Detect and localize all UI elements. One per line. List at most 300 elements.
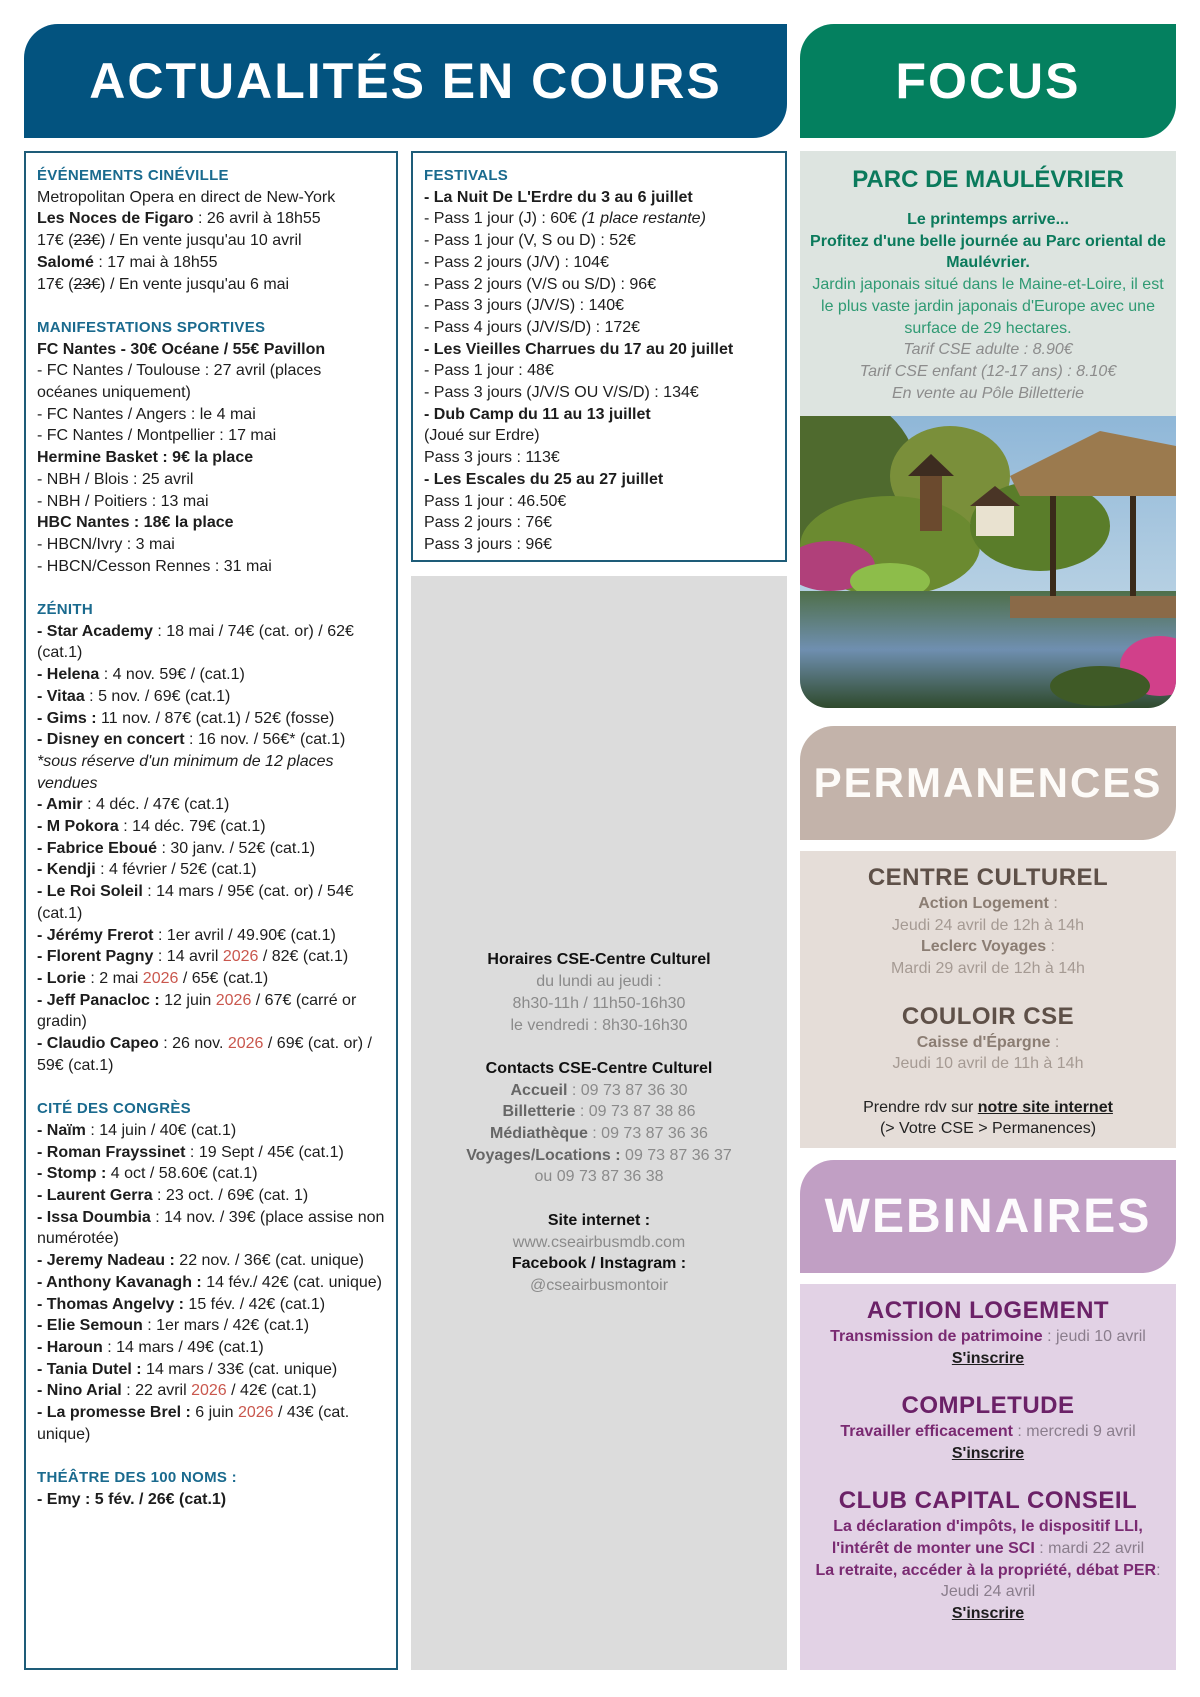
text-segment: : 16 nov. / 56€* (cat.1) bbox=[184, 731, 346, 749]
text-segment: - Stomp : bbox=[37, 1165, 107, 1183]
text-segment: : 26 nov. bbox=[158, 1035, 228, 1053]
text-segment: - Anthony Kavanagh : bbox=[37, 1273, 202, 1291]
text-line bbox=[37, 1272, 386, 1294]
text-segment: Metropolitan Opera en direct de New-York bbox=[37, 188, 336, 206]
text-segment: : 14 mars / 49€ (cat.1) bbox=[102, 1338, 264, 1356]
text-segment: Jeudi 10 avril de 11h à 14h bbox=[892, 1055, 1084, 1073]
park-photo bbox=[800, 416, 1176, 708]
text-block bbox=[800, 1097, 1176, 1140]
text-segment: - Jérémy Frerot bbox=[37, 926, 154, 944]
text-segment: Pass 3 jours : 96€ bbox=[424, 535, 553, 553]
text-line bbox=[424, 230, 775, 252]
text-line bbox=[466, 1080, 732, 1102]
text-segment: : 19 Sept / 45€ (cat.1) bbox=[185, 1143, 344, 1161]
text-segment: - Disney en concert bbox=[37, 731, 185, 749]
text-line bbox=[37, 1033, 386, 1076]
text-block bbox=[37, 339, 386, 578]
text-segment: 23€ bbox=[73, 232, 101, 250]
link[interactable]: S'inscrire bbox=[951, 1605, 1025, 1622]
text-segment: Pass 1 jour : 46.50€ bbox=[424, 492, 567, 510]
text-line bbox=[37, 1207, 386, 1250]
text-line bbox=[466, 971, 732, 993]
section-theatre bbox=[37, 1467, 386, 1510]
text-segment: - Laurent Gerra bbox=[37, 1187, 153, 1204]
text-line bbox=[37, 1315, 386, 1337]
text-segment: - Gims : bbox=[37, 709, 97, 727]
text-segment: (Joué sur Erdre) bbox=[424, 427, 540, 445]
text-line bbox=[806, 1603, 1170, 1625]
events-column bbox=[24, 151, 398, 1670]
text-segment: - HBCN/Cesson Rennes : 31 mai bbox=[37, 557, 272, 575]
text-line bbox=[37, 664, 386, 686]
text-segment: : 09 73 87 36 36 bbox=[587, 1125, 708, 1142]
text-segment: En vente au Pôle Billetterie bbox=[891, 384, 1085, 402]
text-line bbox=[37, 187, 386, 209]
text-segment: / 43€ (cat. unique) bbox=[37, 1404, 350, 1443]
text-segment: : 4 déc. / 47€ (cat.1) bbox=[82, 796, 230, 814]
text-block bbox=[800, 1032, 1176, 1075]
text-segment: 09 73 87 36 37 bbox=[620, 1146, 732, 1164]
text-line bbox=[466, 1232, 732, 1254]
text-segment: (> Votre CSE > Permanences) bbox=[879, 1120, 1097, 1138]
text-line bbox=[37, 816, 386, 838]
text-segment: 23€ bbox=[73, 275, 101, 293]
text-segment: - Le Roi Soleil bbox=[37, 883, 143, 901]
text-line bbox=[808, 339, 1168, 361]
text-segment: - NBH / Blois : 25 avril bbox=[37, 470, 194, 488]
text-segment: 2026 bbox=[237, 1404, 274, 1422]
text-segment: - Kendji bbox=[37, 861, 96, 879]
contacts-box bbox=[411, 576, 787, 1670]
text-segment: : 09 73 87 36 30 bbox=[567, 1081, 688, 1099]
centre-culturel-title: CENTRE CULTUREL bbox=[867, 864, 1109, 891]
text-line bbox=[800, 915, 1176, 937]
text-segment: : jeudi 10 avril bbox=[1042, 1328, 1146, 1345]
text-segment: : 17 mai à 18h55 bbox=[93, 253, 218, 271]
text-segment: 2026 bbox=[142, 969, 179, 987]
section-title: THÉÂTRE DES 100 NOMS : bbox=[37, 1469, 237, 1487]
text-segment: 2026 bbox=[222, 948, 259, 966]
text-line bbox=[37, 1185, 386, 1207]
text-segment: - Fabrice Eboué bbox=[37, 839, 158, 857]
section-title: MANIFESTATIONS SPORTIVES bbox=[37, 318, 266, 336]
text-segment: Caisse d'Épargne bbox=[916, 1033, 1051, 1051]
text-block bbox=[800, 893, 1176, 980]
text-line bbox=[37, 925, 386, 947]
text-line bbox=[37, 1163, 386, 1185]
text-segment: - Amir bbox=[37, 796, 83, 814]
text-segment: *sous réserve d'un minimum de 12 places vendues bbox=[37, 752, 334, 792]
festivals-box bbox=[411, 151, 787, 562]
text-line bbox=[424, 317, 775, 339]
text-block bbox=[800, 209, 1176, 404]
text-segment: - Star Academy bbox=[37, 622, 153, 640]
text-segment: Voyages/Locations : bbox=[466, 1146, 621, 1164]
text-line bbox=[37, 838, 386, 860]
text-line bbox=[424, 425, 775, 447]
text-segment: Jardin japonais situé dans le Maine-et-Loire, il est le plus vaste jardin japonais d'Europe avec une surface de 29 hectares. bbox=[812, 276, 1164, 337]
text-line bbox=[808, 383, 1168, 405]
webinar-title: COMPLETUDE bbox=[901, 1392, 1075, 1420]
text-segment: - Vitaa bbox=[37, 687, 85, 705]
text-line bbox=[466, 1123, 732, 1145]
text-line bbox=[424, 491, 775, 513]
text-line bbox=[424, 295, 775, 317]
text-line bbox=[37, 404, 386, 426]
text-line bbox=[466, 949, 732, 971]
link[interactable]: S'inscrire bbox=[951, 1444, 1025, 1462]
text-line bbox=[466, 1036, 732, 1058]
text-segment: : 4 nov. 59€ / (cat.1) bbox=[99, 666, 245, 684]
text-segment: 22 nov. / 36€ (cat. unique) bbox=[174, 1252, 364, 1270]
text-line bbox=[37, 534, 386, 556]
text-line bbox=[466, 1101, 732, 1123]
text-line bbox=[808, 274, 1168, 339]
text-segment: - Tania Dutel : bbox=[37, 1360, 142, 1378]
text-line bbox=[37, 990, 386, 1033]
section-cite-des-congres bbox=[37, 1098, 386, 1445]
text-segment: 12 juin bbox=[159, 991, 216, 1009]
text-line bbox=[800, 958, 1176, 980]
text-segment: - Elie Semoun bbox=[37, 1317, 143, 1335]
text-segment: 11 nov. / 87€ (cat.1) / 52€ (fosse) bbox=[96, 709, 335, 727]
text-segment: : mercredi 9 avril bbox=[1012, 1423, 1136, 1441]
text-line bbox=[800, 936, 1176, 958]
permanences-box bbox=[800, 851, 1176, 1148]
text-segment: - Pass 1 jour (J) : 60€ bbox=[424, 210, 582, 228]
text-line bbox=[424, 469, 775, 491]
section-title: FESTIVALS bbox=[424, 167, 509, 184]
text-segment: ) / En vente jusqu'au 6 mai bbox=[100, 275, 290, 293]
section-sport bbox=[37, 317, 386, 577]
webinar-completude bbox=[800, 1391, 1176, 1464]
text-segment: - FC Nantes / Montpellier : 17 mai bbox=[37, 427, 277, 445]
banner-title: FOCUS bbox=[895, 53, 1081, 109]
text-segment: / 69€ (cat. or) / 59€ (cat.1) bbox=[37, 1035, 372, 1074]
text-line bbox=[466, 1188, 732, 1210]
webinar-title: CLUB CAPITAL CONSEIL bbox=[838, 1487, 1138, 1515]
text-segment: - Les Vieilles Charrues du 17 au 20 juillet bbox=[424, 340, 734, 358]
text-segment: FC Nantes - 30€ Océane / 55€ Pavillon bbox=[37, 340, 326, 358]
focus-title: PARC DE MAULÉVRIER bbox=[852, 166, 1124, 193]
text-line bbox=[37, 1359, 386, 1381]
text-segment: / 82€ (cat.1) bbox=[258, 948, 349, 966]
banner-actualites bbox=[24, 24, 787, 138]
text-segment: - Nino Arial bbox=[37, 1382, 122, 1400]
text-segment: ou 09 73 87 36 38 bbox=[534, 1168, 664, 1186]
text-segment: Leclerc Voyages bbox=[921, 938, 1047, 956]
text-segment: Les Noces de Figaro bbox=[37, 210, 194, 228]
text-segment: 2026 bbox=[227, 1035, 264, 1053]
text-line bbox=[424, 274, 775, 296]
text-line bbox=[37, 360, 386, 403]
text-line bbox=[424, 208, 775, 230]
section-title: ÉVÉNEMENTS CINÉVILLE bbox=[37, 167, 229, 184]
text-segment: Pass 2 jours : 76€ bbox=[424, 514, 553, 532]
text-segment: : 18 mai / 74€ (cat. or) / 62€ (cat.1) bbox=[37, 622, 354, 662]
text-segment: Contacts CSE-Centre Culturel bbox=[485, 1059, 713, 1077]
text-segment: - Pass 3 jours (J/V/S) : 140€ bbox=[424, 297, 625, 315]
text-segment: - Claudio Capeo bbox=[37, 1035, 159, 1053]
text-line bbox=[466, 1145, 732, 1167]
text-segment: 6 juin bbox=[190, 1404, 238, 1422]
text-segment: 17€ ( bbox=[37, 275, 74, 293]
text-segment: - Jeff Panacloc : bbox=[37, 991, 160, 1009]
text-line bbox=[424, 382, 775, 404]
text-segment: 17€ ( bbox=[37, 232, 74, 250]
text-line bbox=[424, 512, 775, 534]
banner-focus bbox=[800, 24, 1176, 138]
text-line bbox=[37, 230, 386, 252]
text-segment: - Pass 2 jours (J/V) : 104€ bbox=[424, 253, 609, 271]
text-segment: 8h30-11h / 11h50-16h30 bbox=[512, 994, 686, 1012]
text-segment: - HBCN/Ivry : 3 mai bbox=[37, 535, 175, 553]
webinar-title: ACTION LOGEMENT bbox=[866, 1297, 1110, 1324]
text-segment: : 30 janv. / 52€ (cat.1) bbox=[157, 839, 316, 857]
text-line bbox=[466, 1015, 732, 1037]
text-segment: - Pass 1 jour (V, S ou D) : 52€ bbox=[424, 232, 636, 250]
text-line bbox=[37, 512, 386, 534]
text-segment: 14 fév./ 42€ (cat. unique) bbox=[201, 1273, 383, 1291]
text-segment: - NBH / Poitiers : 13 mai bbox=[37, 492, 209, 510]
text-segment: - M Pokora bbox=[37, 818, 119, 836]
text-segment: - Pass 3 jours (J/V/S OU V/S/D) : 134€ bbox=[424, 384, 699, 402]
text-segment: : 4 février / 52€ (cat.1) bbox=[95, 861, 257, 879]
text-line bbox=[466, 1210, 732, 1232]
text-line bbox=[37, 1380, 386, 1402]
text-segment: - Haroun bbox=[37, 1338, 103, 1356]
text-line bbox=[808, 231, 1168, 274]
text-segment: - Issa Doumbia bbox=[37, 1208, 151, 1226]
text-segment: : 23 oct. / 69€ (cat. 1) bbox=[152, 1187, 309, 1204]
text-segment: : 5 nov. / 69€ (cat.1) bbox=[84, 687, 231, 705]
text-line bbox=[424, 404, 775, 426]
text-segment: Tarif CSE adulte : 8.90€ bbox=[903, 341, 1073, 359]
text-line bbox=[37, 425, 386, 447]
text-segment: - Naïm bbox=[37, 1121, 86, 1139]
text-segment: - Les Escales du 25 au 27 juillet bbox=[424, 470, 664, 488]
banner-webinaires bbox=[800, 1160, 1176, 1273]
text-segment: - Lorie bbox=[37, 969, 86, 987]
text-segment: Transmission de patrimoine bbox=[830, 1328, 1043, 1345]
text-segment: Le printemps arrive... bbox=[907, 211, 1069, 228]
text-line bbox=[37, 946, 386, 968]
text-segment: La déclaration d'impôts, le dispositif LLI, l'intérêt de monter une SCI bbox=[831, 1518, 1143, 1557]
text-segment: : 2 mai bbox=[85, 969, 143, 987]
text-segment: : bbox=[1046, 938, 1055, 956]
link[interactable]: notre site internet bbox=[977, 1098, 1113, 1116]
text-segment: : 14 mars / 95€ (cat. or) / 54€ (cat.1) bbox=[37, 883, 354, 922]
text-segment: - Emy : 5 fév. / 26€ (cat.1) bbox=[37, 1490, 227, 1508]
text-segment: le vendredi : 8h30-16h30 bbox=[510, 1016, 688, 1034]
text-segment: - FC Nantes / Angers : le 4 mai bbox=[37, 405, 256, 423]
text-line bbox=[37, 708, 386, 730]
text-line bbox=[37, 1489, 386, 1511]
text-segment: : 14 juin / 40€ (cat.1) bbox=[85, 1121, 237, 1139]
text-line bbox=[424, 360, 775, 382]
text-segment: Travailler efficacement bbox=[840, 1423, 1013, 1441]
webinar-club-capital-conseil bbox=[800, 1486, 1176, 1625]
text-segment: : 14 avril bbox=[153, 948, 223, 966]
text-line bbox=[466, 993, 732, 1015]
text-block bbox=[800, 1326, 1176, 1369]
text-line bbox=[800, 1053, 1176, 1075]
text-segment: Site internet : bbox=[547, 1211, 651, 1229]
text-line bbox=[800, 1032, 1176, 1054]
text-segment: HBC Nantes : 18€ la place bbox=[37, 514, 234, 532]
text-segment: Action Logement bbox=[918, 895, 1049, 912]
text-segment: / 65€ (cat.1) bbox=[178, 969, 269, 987]
text-line bbox=[37, 274, 386, 296]
text-segment: : bbox=[1050, 1033, 1060, 1051]
text-line bbox=[37, 491, 386, 513]
text-segment: 2026 bbox=[215, 991, 252, 1009]
text-line bbox=[424, 339, 775, 361]
text-line bbox=[37, 794, 386, 816]
text-segment: / 67€ (carré or gradin) bbox=[37, 991, 357, 1031]
text-line bbox=[466, 1058, 732, 1080]
text-line bbox=[424, 447, 775, 469]
text-line bbox=[37, 859, 386, 881]
text-line bbox=[37, 968, 386, 990]
text-line bbox=[424, 534, 775, 556]
text-segment: : Jeudi 24 avril bbox=[940, 1561, 1161, 1601]
text-segment: : 09 73 87 38 86 bbox=[575, 1103, 696, 1121]
text-line bbox=[37, 1294, 386, 1316]
text-segment: : 14 déc. 79€ (cat.1) bbox=[118, 818, 266, 836]
text-block bbox=[37, 1489, 386, 1511]
text-segment: : mardi 22 avril bbox=[1034, 1539, 1145, 1557]
text-line bbox=[37, 252, 386, 274]
text-segment: 4 oct / 58.60€ (cat.1) bbox=[106, 1165, 258, 1183]
text-segment: Salomé bbox=[37, 253, 94, 271]
text-line bbox=[466, 1275, 732, 1297]
text-segment: Hermine Basket : 9€ la place bbox=[37, 449, 254, 467]
text-segment: : 1er avril / 49.90€ (cat.1) bbox=[153, 926, 336, 944]
text-line bbox=[424, 252, 775, 274]
text-line bbox=[808, 361, 1168, 383]
text-segment: : bbox=[1048, 895, 1058, 912]
text-segment: Horaires CSE-Centre Culturel bbox=[487, 951, 711, 969]
section-title: ZÉNITH bbox=[37, 601, 93, 619]
text-block bbox=[806, 1516, 1170, 1625]
text-segment: : 22 avril bbox=[121, 1382, 192, 1400]
text-segment: - La Nuit De L'Erdre du 3 au 6 juillet bbox=[424, 188, 693, 206]
text-line bbox=[806, 1560, 1170, 1603]
text-segment: @cseairbusmontoir bbox=[529, 1276, 669, 1294]
text-segment: Billetterie bbox=[502, 1103, 576, 1121]
text-segment: 15 fév. / 42€ (cat.1) bbox=[183, 1295, 326, 1313]
text-segment: Mardi 29 avril de 12h à 14h bbox=[891, 960, 1085, 978]
text-segment: - Florent Pagny bbox=[37, 948, 154, 966]
text-line bbox=[37, 208, 386, 230]
text-line bbox=[800, 893, 1176, 915]
japanese-garden-image bbox=[800, 416, 1176, 708]
text-line bbox=[800, 1097, 1176, 1119]
text-line bbox=[800, 1326, 1176, 1348]
text-segment: Tarif CSE enfant (12-17 ans) : 8.10€ bbox=[859, 362, 1117, 380]
text-segment: 2026 bbox=[191, 1382, 227, 1400]
text-segment: Prendre rdv sur bbox=[863, 1098, 978, 1116]
text-line bbox=[424, 187, 775, 209]
text-segment: - La promesse Brel : bbox=[37, 1404, 191, 1422]
text-segment: du lundi au jeudi : bbox=[536, 973, 662, 991]
text-block bbox=[37, 621, 386, 1077]
section-cineville bbox=[37, 165, 386, 295]
text-line bbox=[800, 1421, 1176, 1443]
text-line bbox=[37, 686, 386, 708]
text-segment: www.cseairbusmdb.com bbox=[512, 1233, 686, 1251]
text-line bbox=[37, 556, 386, 578]
text-line bbox=[800, 1443, 1176, 1465]
text-block bbox=[424, 187, 775, 556]
text-line bbox=[800, 1118, 1176, 1140]
text-line bbox=[37, 447, 386, 469]
text-segment: : 14 nov. / 39€ (place assise non numérotée) bbox=[37, 1208, 385, 1248]
text-segment: Facebook / Instagram : bbox=[511, 1255, 687, 1273]
text-line bbox=[37, 1402, 386, 1445]
couloir-cse-title: COULOIR CSE bbox=[901, 1002, 1075, 1030]
banner-title: PERMANENCES bbox=[813, 759, 1163, 806]
text-segment: - Thomas Angelvy : bbox=[37, 1295, 184, 1313]
text-line bbox=[37, 339, 386, 361]
banner-permanences bbox=[800, 726, 1176, 840]
text-segment: - Helena bbox=[37, 666, 100, 684]
text-line bbox=[37, 1142, 386, 1164]
text-line bbox=[466, 1166, 732, 1188]
webinaires-box bbox=[800, 1284, 1176, 1670]
text-line bbox=[37, 469, 386, 491]
text-segment: Accueil bbox=[510, 1081, 568, 1099]
text-segment: - Pass 1 jour : 48€ bbox=[424, 362, 554, 380]
text-segment: - Pass 4 jours (J/V/S/D) : 172€ bbox=[424, 318, 641, 336]
text-segment: La retraite, accéder à la propriété, débat PER bbox=[815, 1561, 1157, 1579]
text-line bbox=[806, 1516, 1170, 1559]
text-segment: (1 place restante) bbox=[581, 210, 706, 228]
text-segment: / 42€ (cat.1) bbox=[226, 1382, 317, 1400]
text-segment: Pass 3 jours : 113€ bbox=[424, 449, 560, 467]
text-segment: Jeudi 24 avril de 12h à 14h bbox=[891, 916, 1085, 934]
text-line bbox=[37, 1120, 386, 1142]
text-segment: - Roman Frayssinet bbox=[37, 1143, 186, 1161]
text-segment: - Jeremy Nadeau : bbox=[37, 1252, 175, 1270]
text-line bbox=[37, 1337, 386, 1359]
text-line bbox=[37, 621, 386, 664]
text-line bbox=[37, 881, 386, 924]
text-segment: : 1er mars / 42€ (cat.1) bbox=[142, 1317, 310, 1335]
webinar-action-logement bbox=[800, 1296, 1176, 1369]
text-block bbox=[37, 187, 386, 296]
text-segment: : 26 avril à 18h55 bbox=[193, 210, 321, 228]
banner-title: ACTUALITÉS EN COURS bbox=[89, 53, 722, 109]
text-line bbox=[37, 729, 386, 751]
text-line bbox=[466, 1253, 732, 1275]
text-block bbox=[466, 949, 732, 1296]
text-line bbox=[37, 751, 386, 794]
text-segment: - Pass 2 jours (V/S ou S/D) : 96€ bbox=[424, 275, 657, 293]
text-segment: Profitez d'une belle journée au Parc oriental de Maulévrier. bbox=[810, 232, 1166, 272]
text-line bbox=[37, 1250, 386, 1272]
banner-title: WEBINAIRES bbox=[824, 1190, 1152, 1243]
text-line bbox=[808, 209, 1168, 231]
link[interactable]: S'inscrire bbox=[951, 1349, 1025, 1367]
text-block bbox=[800, 1421, 1176, 1464]
section-zenith bbox=[37, 599, 386, 1076]
text-segment: - FC Nantes / Toulouse : 27 avril (places océanes uniquement) bbox=[37, 362, 322, 402]
section-title: CITÉ DES CONGRÈS bbox=[37, 1100, 191, 1118]
text-segment: 14 mars / 33€ (cat. unique) bbox=[141, 1360, 338, 1378]
text-segment: - Dub Camp du 11 au 13 juillet bbox=[424, 405, 651, 423]
